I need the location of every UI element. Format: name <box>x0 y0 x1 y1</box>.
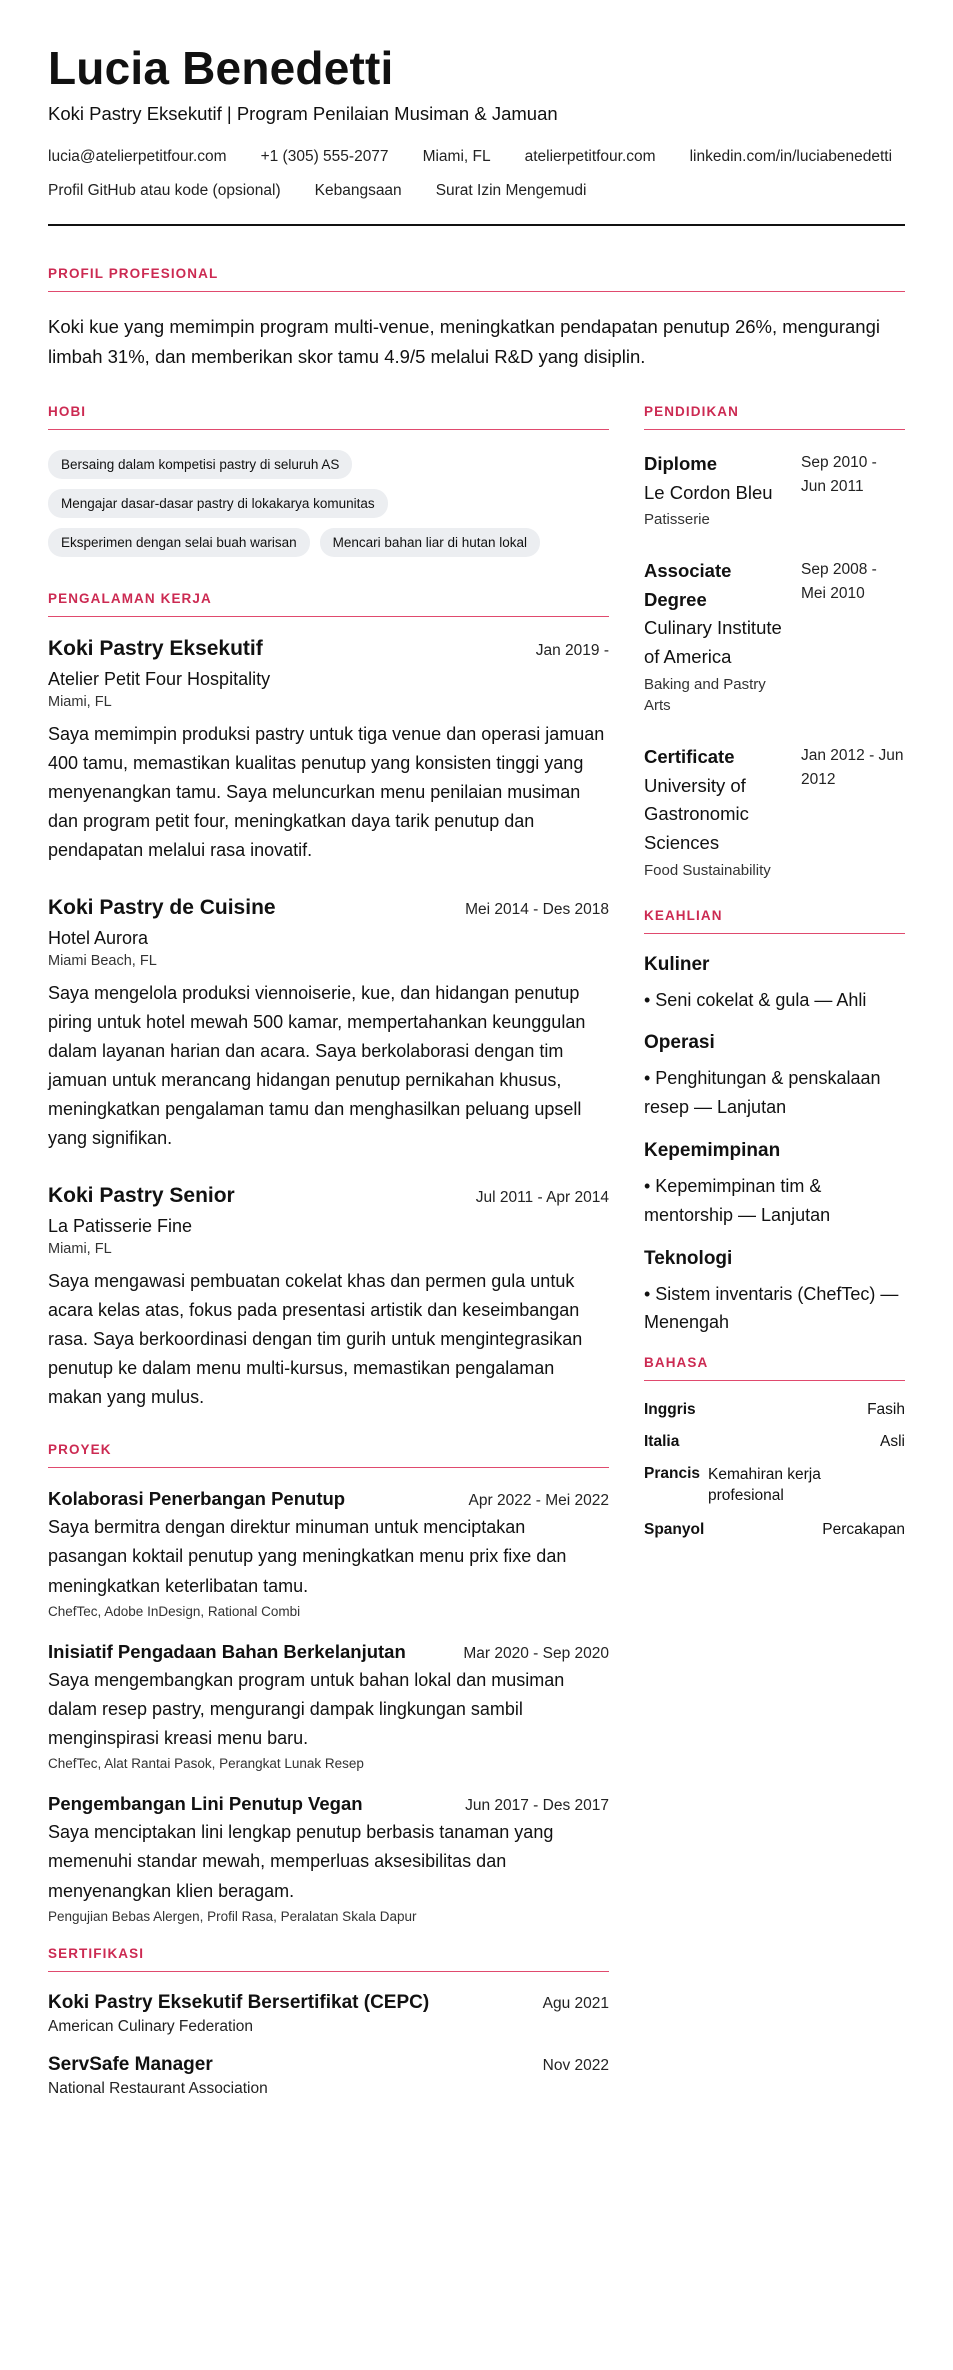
hobby-chip: Bersaing dalam kompetisi pastry di seluruh AS <box>48 450 352 479</box>
language-row <box>644 1433 905 1451</box>
project-title: Kolaborasi Penerbangan Penutup <box>48 1488 346 1510</box>
certification-date: Nov 2022 <box>542 2056 609 2074</box>
language-name: Spanyol <box>644 1520 705 1538</box>
job-description: Saya memimpin produksi pastry untuk tiga venue dan operasi jamuan 400 tamu, memastikan kualitas penutup yang konsisten tinggi yang menyenangkan tamu. Saya meluncurkan menu penilaian musiman dan program petit four, meningkatkan daya tarik penutup dan pendapatan melalui rasa inovatif. <box>48 723 605 861</box>
project-description: Saya menciptakan lini lengkap penutup berbasis tanaman yang memenuhi standar mewah, memperluas aksesibilitas dan menyenangkan klien beragam. <box>48 1822 554 1901</box>
job-date: Jan 2019 - <box>535 641 609 659</box>
section-title: BAHASA <box>644 1355 905 1381</box>
education-date: Jan 2012 - Jun 2012 <box>801 747 904 789</box>
hobby-chip: Mencari bahan liar di hutan lokal <box>320 528 540 557</box>
education-field: Baking and Pastry Arts <box>644 675 766 715</box>
project-entry <box>48 1641 609 1771</box>
skill-item: • Kepemimpinan tim & mentorship — Lanjutan <box>644 1175 831 1225</box>
certification-title: ServSafe Manager <box>48 2053 213 2075</box>
section-title: PROFIL PROFESIONAL <box>48 266 905 292</box>
job-company: Hotel Aurora <box>48 927 149 948</box>
education-date: Sep 2008 - Mei 2010 <box>801 560 877 602</box>
skill-category: Operasi <box>644 1032 715 1054</box>
job-date: Jul 2011 - Apr 2014 <box>475 1188 609 1206</box>
skills-section <box>644 908 905 1338</box>
language-level: Kemahiran kerja profesional <box>708 1466 821 1505</box>
project-title: Pengembangan Lini Penutup Vegan <box>48 1793 363 1815</box>
contact-website[interactable]: atelierpetitfour.com <box>524 147 656 165</box>
job-date: Mei 2014 - Des 2018 <box>465 900 609 918</box>
skill-category: Kuliner <box>644 953 710 975</box>
certification-date: Agu 2021 <box>542 1994 609 2012</box>
project-date: Mar 2020 - Sep 2020 <box>463 1644 609 1662</box>
contact-linkedin[interactable]: linkedin.com/in/luciabenedetti <box>689 147 893 165</box>
education-entry <box>644 450 905 531</box>
language-level: Fasih <box>867 1401 905 1419</box>
job-entry <box>48 1184 609 1413</box>
job-company: La Patisserie Fine <box>48 1215 193 1236</box>
hobby-chip: Eksperimen dengan selai buah warisan <box>48 528 310 557</box>
contact-location: Miami, FL <box>422 147 491 165</box>
section-title: KEAHLIAN <box>644 908 905 934</box>
header-divider <box>48 224 905 226</box>
job-title: Koki Pastry Senior <box>48 1183 235 1207</box>
job-description: Saya mengelola produksi viennoiserie, kue, dan hidangan penutup piring untuk hotel mewah 500 kamar, mempertahankan keunggulan dalam layanan harian dan acara. Saya berkolaborasi dengan tim jamuan untuk merancang hidangan penutup pernikahan khusus, meningkatkan pengalaman tamu dan menghasilkan peluang upsell yang signifikan. <box>48 982 586 1149</box>
project-tech: ChefTec, Alat Rantai Pasok, Perangkat Lunak Resep <box>48 1756 364 1772</box>
education-degree: Certificate <box>644 746 735 768</box>
profile-section <box>48 266 905 372</box>
project-tech: ChefTec, Adobe InDesign, Rational Combi <box>48 1603 301 1619</box>
education-field: Food Sustainability <box>644 861 771 879</box>
contact-nationality: Kebangsaan <box>314 181 402 199</box>
section-title: PENGALAMAN KERJA <box>48 591 609 617</box>
projects-section <box>48 1442 609 1923</box>
language-name: Inggris <box>644 1401 696 1419</box>
project-title: Inisiatif Pengadaan Bahan Berkelanjutan <box>48 1640 406 1662</box>
education-school: University of Gastronomic Sciences <box>644 774 749 854</box>
certifications-section <box>48 1946 609 2098</box>
section-title: HOBI <box>48 404 609 430</box>
language-row <box>644 1465 905 1507</box>
language-row <box>644 1521 905 1539</box>
candidate-headline: Koki Pastry Eksekutif | Program Penilaian Musiman & Jamuan <box>48 102 558 124</box>
project-tech: Pengujian Bebas Alergen, Profil Rasa, Peralatan Skala Dapur <box>48 1908 417 1924</box>
project-description: Saya mengembangkan program untuk bahan lokal dan musiman dalam resep pastry, mengurangi dampak lingkungan sambil menginspirasi kreasi menu baru. <box>48 1669 565 1749</box>
job-location: Miami, FL <box>48 693 112 710</box>
skill-item: • Seni cokelat & gula — Ahli <box>644 989 867 1010</box>
job-entry <box>48 637 609 866</box>
language-name: Prancis <box>644 1465 701 1483</box>
education-date: Sep 2010 - Jun 2011 <box>801 453 877 495</box>
right-column <box>644 404 905 2116</box>
job-title: Koki Pastry de Cuisine <box>48 895 276 919</box>
project-date: Apr 2022 - Mei 2022 <box>468 1492 609 1510</box>
skill-category: Kepemimpinan <box>644 1139 781 1161</box>
job-description: Saya mengawasi pembuatan cokelat khas dan permen gula untuk acara kelas atas, fokus pada presentasi artistik dan keseimbangan rasa. Saya berkoordinasi dengan tim gurih untuk mengintegrasikan penutup ke dalam menu multi-kursus, memastikan pengalaman makan yang mulus. <box>48 1270 583 1408</box>
skill-item: • Penghitungan & penskalaan resep — Lanjutan <box>644 1068 881 1118</box>
education-degree: Diplome <box>644 452 717 474</box>
contact-phone[interactable]: +1 (305) 555-2077 <box>260 147 389 165</box>
section-title: PENDIDIKAN <box>644 404 905 430</box>
language-name: Italia <box>644 1433 680 1451</box>
skill-category: Teknologi <box>644 1247 733 1269</box>
contact-github: Profil GitHub atau kode (opsional) <box>48 181 281 199</box>
contact-email[interactable]: lucia@atelierpetitfour.com <box>48 147 227 165</box>
education-school: Le Cordon Bleu <box>644 481 773 503</box>
certification-entry <box>48 2054 609 2098</box>
candidate-name: Lucia Benedetti <box>48 42 394 94</box>
hobby-chip: Mengajar dasar-dasar pastry di lokakarya komunitas <box>48 489 388 518</box>
certification-org: American Culinary Federation <box>48 2017 254 2035</box>
job-entry <box>48 896 609 1154</box>
experience-section <box>48 591 609 1413</box>
profile-summary: Koki kue yang memimpin program multi-venue, meningkatkan pendapatan penutup 26%, mengurangi limbah 31%, dan memberikan skor tamu 4.9/5 melalui R&D yang disiplin. <box>48 315 880 367</box>
hobby-chips <box>48 450 609 557</box>
job-company: Atelier Petit Four Hospitality <box>48 668 271 689</box>
certification-entry <box>48 1992 609 2036</box>
education-degree: Associate Degree <box>644 559 732 610</box>
project-description: Saya bermitra dengan direktur minuman untuk menciptakan pasangan koktail penutup yang meningkatkan menu prix fixe dan meningkatkan keterlibatan tamu. <box>48 1517 567 1596</box>
project-entry <box>48 1793 609 1923</box>
contact-driving-license: Surat Izin Mengemudi <box>435 181 587 199</box>
section-title: SERTIFIKASI <box>48 1946 609 1972</box>
education-entry <box>644 743 905 881</box>
language-level: Percakapan <box>822 1520 905 1538</box>
left-column <box>48 404 609 2116</box>
section-title: PROYEK <box>48 1442 609 1468</box>
hobbies-section <box>48 404 609 557</box>
education-entry <box>644 557 905 717</box>
project-date: Jun 2017 - Des 2017 <box>465 1797 609 1815</box>
education-section <box>644 404 905 882</box>
resume-header <box>48 42 905 226</box>
job-title: Koki Pastry Eksekutif <box>48 636 263 660</box>
certification-title: Koki Pastry Eksekutif Bersertifikat (CEPC) <box>48 1991 430 2013</box>
job-location: Miami, FL <box>48 1240 112 1257</box>
languages-section <box>644 1355 905 1539</box>
contact-list <box>48 147 905 201</box>
education-school: Culinary Institute of America <box>644 617 782 667</box>
language-row <box>644 1401 905 1419</box>
certification-org: National Restaurant Association <box>48 2079 268 2097</box>
skill-item: • Sistem inventaris (ChefTec) — Menengah <box>644 1283 899 1333</box>
job-location: Miami Beach, FL <box>48 952 157 969</box>
two-column-body <box>48 404 905 2116</box>
education-field: Patisserie <box>644 511 710 529</box>
project-entry <box>48 1488 609 1618</box>
language-level: Asli <box>880 1433 905 1451</box>
